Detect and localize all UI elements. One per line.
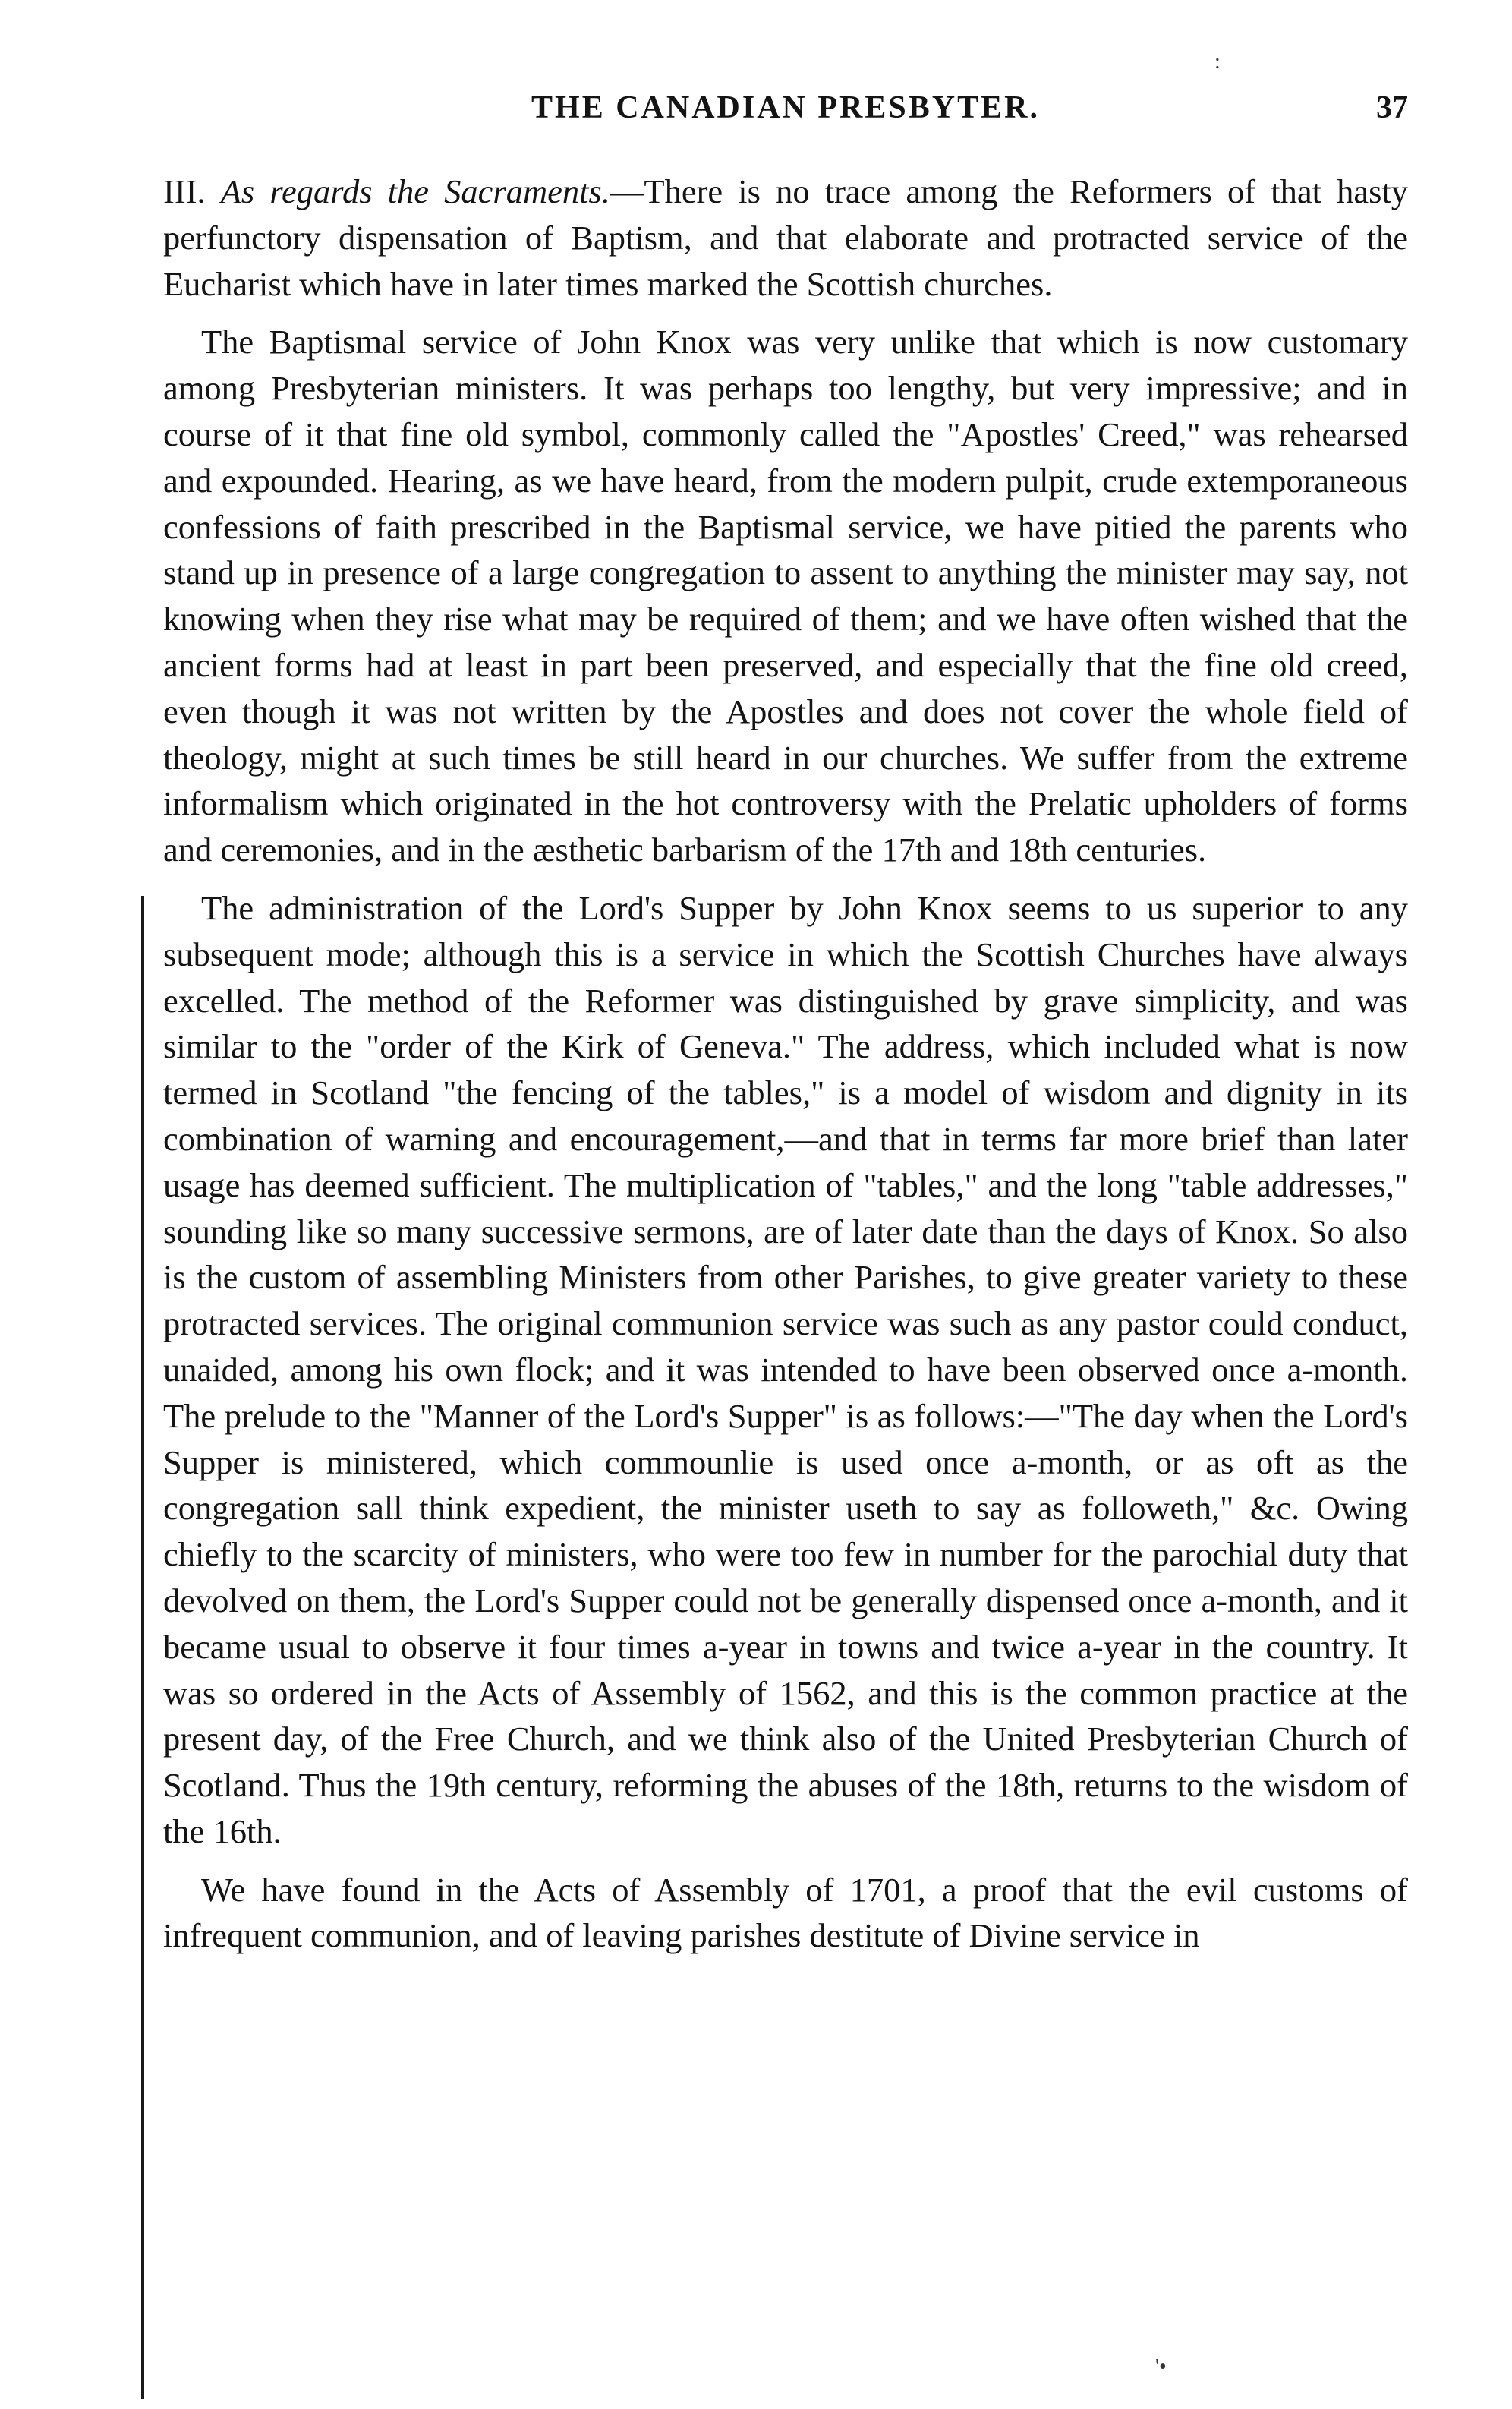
- section-numeral: III.: [163, 172, 206, 210]
- margin-mark-top: :: [1214, 50, 1221, 74]
- paragraph-3: The administration of the Lord's Supper by John Knox seems to us superior to any subsequent mode; although this is a service in which the Scottish Churches have always excelled. The method of the Reformer was distinguished by grave simplicity, and was similar to the "order of the Kirk of Geneva." The address, which included what is now termed in Scotland "the fencing of the tables," is a model of wisdom and dignity in its combination of warning and encouragement,—and that in terms far more brief than later usage has deemed sufficient. The multiplication of "tables," and the long "table addresses," sounding like so many successive sermons, are of later date than the days of Knox. So also is the custom of assembling Ministers from other Parishes, to give greater variety to these protracted services. The original communion service was such as any pastor could conduct, unaided, among his own flock; and it was intended to have been observed once a-month. The prelude to the "Manner of the Lord's Supper" is as follows:—"The day when the Lord's Supper is ministered, which commounlie is used once a-month, or as oft as the congregation sall think expedient, the minister useth to say as followeth," &c. Owing chiefly to the scarcity of ministers, who were too few in number for the parochial duty that devolved on them, the Lord's Supper could not be generally dispensed once a-month, and it became usual to observe it four times a-year in towns and twice a-year in the country. It was so ordered in the Acts of Assembly of 1562, and this is the common practice at the present day, of the Free Church, and we think also of the United Presbyterian Church of Scotland. Thus the 19th century, reforming the abuses of the 18th, returns to the wisdom of the 16th.: [163, 888, 1408, 1850]
- paragraph-4: We have found in the Acts of Assembly of 1701, a proof that the evil customs of infrequent communion, and of leaving parishes destitute of Divine service in: [163, 1870, 1408, 1955]
- paragraph-2: The Baptismal service of John Knox was very unlike that which is now customary among Presbyterian ministers. It was perhaps too lengthy, but very impressive; and in course of it that fine old symbol, commonly called the "Apostles' Creed," was rehearsed and expounded. Hearing, as we have heard, from the modern pulpit, crude extemporaneous confessions of faith prescribed in the Baptismal service, we have pitied the parents who stand up in presence of a large congregation to assent to anything the minister may say, not knowing when they rise what may be required of them; and we have often wished that the ancient forms had at least in part been preserved, and especially that the fine old creed, even though it was not written by the Apostles and does not cover the whole field of theology, might at such times be still heard in our churches. We suffer from the extreme informalism which originated in the hot controversy with the Prelatic upholders of forms and ceremonies, and in the æsthetic barbarism of the 17th and 18th centuries.: [163, 323, 1408, 869]
- section-heading: As regards the Sacraments.: [220, 172, 610, 210]
- running-title: THE CANADIAN PRESBYTER.: [531, 90, 1040, 125]
- body-text: [163, 169, 1408, 1971]
- left-margin-rule: [141, 896, 144, 2399]
- margin-mark-bottom: '•: [1155, 2355, 1167, 2379]
- paragraph-1: [163, 169, 1408, 307]
- heading-dash: —: [610, 172, 644, 210]
- page-header: [163, 90, 1408, 135]
- page-number: 37: [1376, 90, 1408, 125]
- paragraph-1-text: There is no trace among the Reformers of that hasty perfunctory dispensation of Baptism, and that elaborate and protracted service of the Eucharist which have in later times marked the Scottish churches.: [163, 172, 1409, 303]
